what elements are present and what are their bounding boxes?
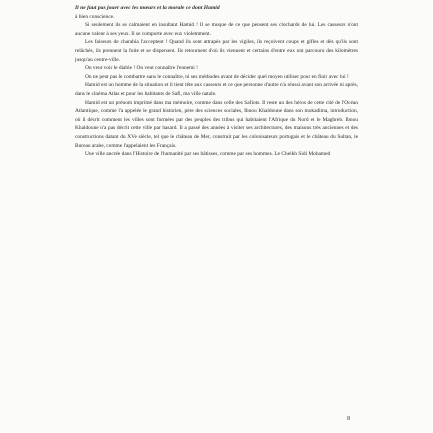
paragraph-7: Hamid est un prénom imprimé dans ma mémoire, comme dans celle des Safiots. Il reste un des héros de cette cité de l'Océan Atlantique, comme l'a appelée le grand historien, père des sciences sociales, Ibnou Khaldoune dans son mokadima, introduction, où il décrit comment les villes sont formées par des peuples des tribus qui habitaient l'Afrique du Nord et le Maghreb. Ibnou Khaldoune n'a pas décrit cette ville par hasard. Il a passé des années à visiter ses architectures, des maisons très anciennes et des constructions datant du XVe siècle, tel que le château de Mer, construit par les colonisateurs portugais et le château du Sultan, le Bureau arabe, comme l'appelaient les Français.	[75, 99, 358, 149]
page-number: 8	[347, 416, 350, 422]
paragraph-6: Hamid est un homme de la situation et il tient tête aux casseurs et ce que personne d'autre n'a réussi avant son arrivée ni après, dans le cinéma Atlas et pour les habitants de Safi, ma ville natale.	[75, 82, 358, 97]
paragraph-8: Une ville ancrée dans l'Histoire de l'humanité par ses bâtisses, comme par ses hommes. Le Cheikh Sidi Mohamed	[85, 151, 331, 158]
paragraph-4: On veut voir le diable ! On veut connaître l'ennemi !	[85, 65, 198, 72]
body-text	[75, 4, 358, 159]
paragraph-1: à bien conscience.	[75, 13, 115, 20]
lead-line: Il ne faut pas jouer avec les mœurs et la morale ce dont Hamid	[75, 5, 220, 11]
paragraph-2: Si seulement ils se calmaient en insultant Hamid ! Il se moque de ce que pensent ses clochards de lui. Les casseurs n'ont aucune valeur à ses yeux. Il se comporte avec eux violemment.	[75, 22, 358, 37]
paragraph-5: On ne peut pas le combattre sans le connaître, ni ses méthodes avant de décider quel moyen utiliser pour en finir avec lui !	[85, 73, 349, 80]
paragraph-3: Les faiseurs de charabia l'acceptent ! Quand ils sont attrapés par les vigiles, ils reçoivent coups et gifles et dès qu'ils sont relâchés, ils prennent la fuite et se dispersent. Ils retournent d'où ils viennent et certains d'entre eux ont parcouru des kilomètres jusqu'au centre-ville.	[75, 39, 358, 63]
